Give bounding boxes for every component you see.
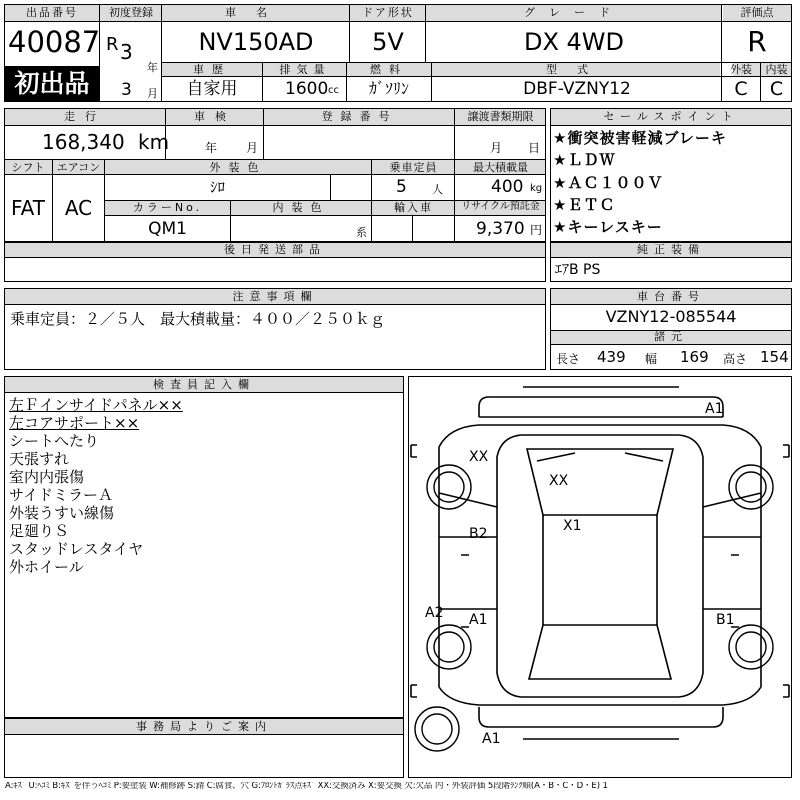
sales-points-label: セールスポイント bbox=[603, 110, 739, 123]
listing-number: 40087 bbox=[8, 25, 101, 59]
listing-label: 出品番号 bbox=[26, 6, 78, 19]
first-reg-year-unit: 年 bbox=[147, 61, 158, 74]
dims-label: 諸元 bbox=[654, 330, 688, 343]
inspector-line: 天張すれ bbox=[9, 450, 70, 468]
int-color-label: 内装色 bbox=[272, 201, 330, 214]
max-load-label: 最大積載量 bbox=[473, 161, 528, 174]
damage-mark: A1 bbox=[705, 401, 724, 417]
car-name-label: 車名 bbox=[225, 6, 287, 19]
max-load-value: 400 bbox=[491, 177, 524, 197]
aircon-value: AC bbox=[64, 196, 93, 220]
capacity-label: 乗車定員 bbox=[389, 161, 438, 174]
length-value: 439 bbox=[597, 348, 626, 366]
grade-label: グレード bbox=[524, 6, 624, 19]
recycle-unit: 円 bbox=[530, 223, 543, 237]
displacement-label: 排気量 bbox=[279, 63, 331, 76]
first-reg-label: 初度登録 bbox=[109, 6, 153, 19]
damage-mark: B2 bbox=[469, 526, 488, 542]
legend-text: A:ｷｽﾞ U:ﾍｺﾐ B:ｷｽﾞを伴うﾍｺﾐ P:要塗装 W:補修跡 S:錆 C:腐食、穴 G:ﾌﾛﾝﾄｶﾞﾗｽ点ｷｽﾞ XX:交換済み X:要交換 欠:欠品 内・外装評価 5段階ﾗﾝｸ順(A・B・C・D・E) 1 bbox=[5, 782, 608, 791]
import-label: 輸入車 bbox=[394, 201, 433, 214]
door-value: 5V bbox=[372, 28, 404, 56]
inspector-line: 左コアサポート×× bbox=[9, 414, 140, 432]
damage-mark: A1 bbox=[482, 731, 501, 747]
first-reg-month: 3 bbox=[121, 80, 132, 100]
history-value: 自家用 bbox=[186, 79, 238, 99]
score-ext-label: 外装 bbox=[730, 63, 752, 76]
sales-point-item: ★ＥＴＣ bbox=[553, 196, 616, 214]
mileage-label: 走行 bbox=[64, 110, 106, 123]
width-label: 幅 bbox=[645, 352, 658, 366]
damage-mark: XX bbox=[469, 449, 489, 465]
grade-value: DX 4WD bbox=[523, 28, 625, 56]
inspector-line: 室内内張傷 bbox=[9, 468, 85, 486]
width-value: 169 bbox=[680, 348, 709, 366]
transfer-day: 日 bbox=[528, 141, 541, 155]
length-label: 長さ bbox=[556, 352, 581, 366]
chassis-value: VZNY12-085544 bbox=[605, 307, 737, 326]
ext-color-value: ｼﾛ bbox=[209, 178, 225, 196]
first-reg-month-unit: 月 bbox=[147, 87, 158, 100]
chassis-label: 車台番号 bbox=[637, 290, 705, 303]
score-ext-value: C bbox=[734, 78, 748, 100]
inspector-line: スタッドレスタイヤ bbox=[9, 540, 144, 558]
std-equip-value: ｴｱB PS bbox=[555, 262, 601, 278]
recycle-value: 9,370 bbox=[476, 219, 525, 239]
recycle-label: リサイクル預託金 bbox=[461, 201, 540, 212]
damage-mark: A1 bbox=[469, 612, 488, 628]
mileage-value: 168,340 bbox=[42, 130, 125, 154]
later-parts-label: 後日発送部品 bbox=[224, 243, 326, 256]
sales-point-item: ★キーレスキー bbox=[553, 218, 663, 236]
door-label: ドア形状 bbox=[362, 6, 414, 19]
inspector-label: 検査員記入欄 bbox=[153, 378, 255, 391]
height-value: 154 bbox=[760, 348, 789, 366]
int-color-suffix: 系 bbox=[356, 226, 367, 239]
damage-mark: A2 bbox=[425, 605, 444, 621]
damage-mark: X1 bbox=[563, 518, 582, 534]
mileage-unit: km bbox=[138, 130, 170, 154]
inspector-line: 外ホイール bbox=[9, 558, 84, 576]
car-outline bbox=[409, 377, 791, 777]
color-no-value: QM1 bbox=[148, 219, 187, 239]
damage-mark: XX bbox=[549, 473, 569, 489]
capacity-unit: 人 bbox=[432, 183, 443, 196]
score-label: 評価点 bbox=[740, 6, 774, 19]
max-load-unit: kg bbox=[530, 183, 543, 194]
inspection-year: 年 bbox=[205, 141, 218, 155]
inspection-label: 車検 bbox=[194, 110, 236, 123]
history-label: 車歴 bbox=[193, 63, 231, 76]
inspector-line: 外装うすい線傷 bbox=[9, 504, 115, 522]
capacity-value: 5 bbox=[396, 177, 407, 197]
inspection-month: 月 bbox=[246, 141, 259, 155]
fuel-label: 燃料 bbox=[370, 63, 408, 76]
sales-point-item: ★ＬＤＷ bbox=[553, 151, 616, 169]
first-reg-year: 3 bbox=[120, 40, 133, 64]
fuel-value: ｶﾞｿﾘﾝ bbox=[368, 79, 409, 98]
reg-number-label: 登録番号 bbox=[321, 110, 398, 123]
score-value: R bbox=[747, 25, 767, 58]
inspector-line: 左Ｆインサイドパネル×× bbox=[9, 396, 183, 414]
shift-value: FAT bbox=[10, 196, 45, 220]
transfer-label: 譲渡書類期限 bbox=[467, 110, 534, 123]
ext-color-label: 外装色 bbox=[209, 161, 267, 174]
displacement-unit: cc bbox=[328, 85, 339, 96]
office-label: 事務局よりご案内 bbox=[136, 720, 272, 733]
sales-point-item: ★衝突被害軽減ブレーキ bbox=[553, 129, 727, 147]
score-int-value: C bbox=[769, 78, 784, 100]
inspector-line: シートへたり bbox=[9, 432, 100, 450]
color-no-label: カラーNo. bbox=[132, 201, 203, 214]
transfer-month: 月 bbox=[490, 141, 503, 155]
inspector-line: サイドミラーＡ bbox=[9, 486, 113, 504]
sales-point-item: ★ＡＣ１００Ｖ bbox=[553, 174, 664, 192]
model-value: DBF-VZNY12 bbox=[523, 79, 631, 99]
model-label: 型式 bbox=[546, 63, 608, 76]
damage-mark: B1 bbox=[716, 612, 735, 628]
first-reg-era: R bbox=[106, 34, 119, 55]
car-diagram bbox=[408, 376, 792, 778]
notes-text: 乗車定員：２／５人 最大積載量：４００／２５０ｋｇ bbox=[10, 310, 386, 328]
inspector-line: 足廻りＳ bbox=[9, 522, 70, 540]
details-block bbox=[4, 108, 546, 242]
score-int-label: 内装 bbox=[765, 63, 788, 76]
displacement-value: 1600 bbox=[285, 79, 329, 99]
aircon-label: エアコン bbox=[56, 161, 101, 174]
height-label: 高さ bbox=[723, 352, 748, 366]
notes-label: 注意事項欄 bbox=[232, 290, 318, 303]
car-name-value: NV150AD bbox=[198, 28, 314, 56]
std-equip-label: 純正装備 bbox=[637, 243, 705, 256]
listing-badge: 初出品 bbox=[4, 66, 100, 102]
shift-label: シフト bbox=[11, 161, 45, 174]
